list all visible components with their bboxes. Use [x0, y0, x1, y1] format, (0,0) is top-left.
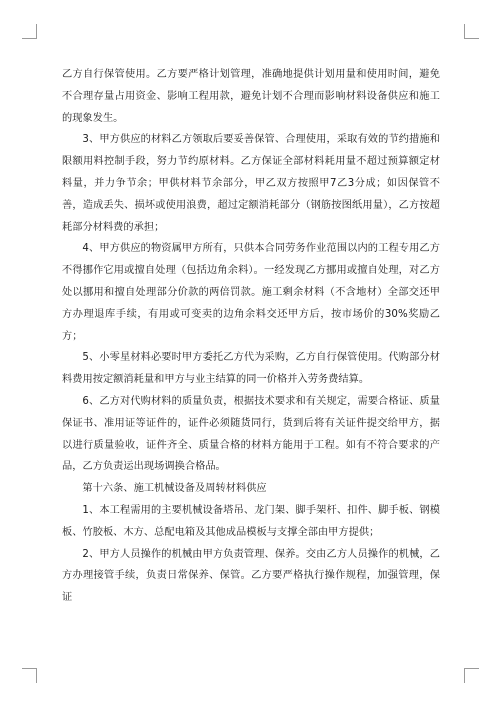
paragraph-clause-3: 3、甲方供应的材料乙方领取后要妥善保管、合理使用，采取有效的节约措施和限额用料控制手段，努力节约原材料。乙方保证全部材料耗用量不超过预算额定材料量，并力争节余；甲供材料节余部分，甲乙双方按照甲7乙3分成；如因保管不善，造成丢失、损坏或使用浪费，超过定额消耗部分（钢筋按图纸用量），乙方按超耗部分材料费的承担； [62, 134, 440, 233]
paragraph-article-16-item-2: 2、甲方人员操作的机械由甲方负责管理、保养。交由乙方人员操作的机械，乙方办理接管手续，负责日常保养、保管。乙方要严格执行操作规程，加强管理，保证 [62, 548, 440, 604]
crop-mark-top-right [464, 24, 479, 39]
paragraph-continued: 乙方自行保管使用。乙方要严格计划管理，准确地提供计划用量和使用时间，避免不合理存量占用资金、影响工程用款，避免计划不合理而影响材料设备供应和施工的现象发生。 [62, 69, 440, 124]
crop-mark-bottom-left [22, 668, 37, 683]
crop-mark-bottom-right [464, 668, 479, 683]
paragraph-clause-4: 4、甲方供应的物资属甲方所有，只供本合同劳务作业范围以内的工程专用乙方不得挪作它用或擅自处理（包括边角余料）。一经发现乙方挪用或擅自处理，对乙方处以挪用和擅自处理部分价款的两倍罚款。施工剩余材料（不含地材）全部交还甲方办理退库手续，有用或可变卖的边角余料交还甲方后，按市场价的30%奖励乙方； [62, 243, 440, 342]
paragraph-clause-6: 6、乙方对代购材料的质量负责，根据技术要求和有关规定，需要合格证、质量保证书、准用证等证件的，证件必须随货同行，货到后将有关证件提交给甲方，据以进行质量验收，证件齐全、质量合格的材料方能用于工程。如有不符合要求的产品，乙方负责运出现场调换合格品。 [62, 395, 440, 473]
document-body [62, 64, 440, 609]
crop-mark-top-left [22, 24, 37, 39]
paragraph-clause-5: 5、小零星材料必要时甲方委托乙方代为采购，乙方自行保管使用。代购部分材料费用按定额消耗量和甲方与业主结算的同一价格并入劳务费结算。 [62, 352, 440, 386]
paragraph-article-16-item-1: 1、本工程需用的主要机械设备塔吊、龙门架、脚手架杆、扣件、脚手板、钢模板、竹胶板、木方、总配电箱及其他成品模板与支撑全部由甲方提供； [62, 504, 440, 538]
section-heading-article-16: 第十六条、施工机械设备及周转材料供应 [82, 483, 267, 495]
